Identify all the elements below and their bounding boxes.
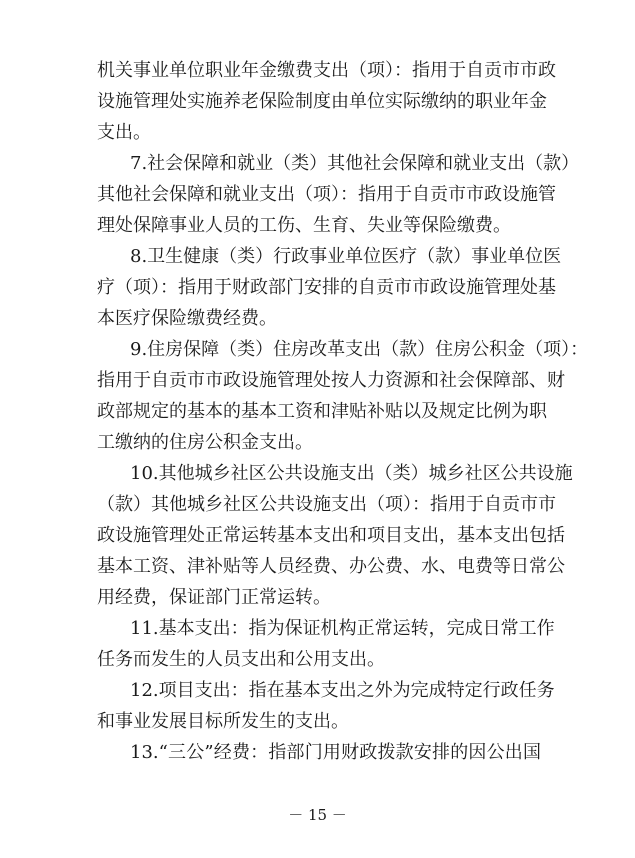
text-line: 9.住房保障（类）住房改革支出（款）住房公积金（项）： [130,339,589,360]
text-line: 疗（项）：指用于财政部门安排的自贡市市政设施管理处基 [97,277,556,298]
text-line: 设施管理处实施养老保险制度由单位实际缴纳的职业年金 [97,91,547,112]
text-line: （款）其他城乡社区公共设施支出（项）：指用于自贡市市 [97,494,556,515]
text-line: 8.卫生健康（类）行政事业单位医疗（款）事业单位医 [130,246,562,267]
text-line: 11.基本支出：指为保证机构正常运转，完成日常工作 [130,618,555,639]
text-line: 工缴纳的住房公积金支出。 [97,432,313,453]
text-line: 指用于自贡市市政设施管理处按人力资源和社会保障部、财 [97,370,565,391]
text-line: 理处保障事业人员的工伤、生育、失业等保险缴费。 [97,215,511,236]
text-line: 10.其他城乡社区公共设施支出（类）城乡社区公共设施 [130,463,573,484]
text-line: 政设施管理处正常运转基本支出和项目支出，基本支出包括 [97,525,565,546]
text-line: 用经费，保证部门正常运转。 [97,587,331,608]
text-line: 和事业发展目标所发生的支出。 [97,711,349,732]
text-line: 政部规定的基本的基本工资和津贴补贴以及规定比例为职 [97,401,547,422]
text-line: 任务而发生的人员支出和公用支出。 [97,649,385,670]
text-line: 本医疗保险缴费经费。 [97,308,277,329]
text-line: 12.项目支出：指在基本支出之外为完成特定行政任务 [130,680,555,701]
text-line: 13.“三公”经费：指部门用财政拨款安排的因公出国 [130,742,541,763]
text-line: 其他社会保障和就业支出（项）：指用于自贡市市政设施管 [97,184,556,205]
text-line: 基本工资、津补贴等人员经费、办公费、水、电费等日常公 [97,556,565,577]
text-line: 机关事业单位职业年金缴费支出（项）：指用于自贡市市政 [97,60,556,81]
page-number: － 15 － [288,806,347,824]
text-line: 7.社会保障和就业（类）其他社会保障和就业支出（款） [130,153,580,174]
text-line: 支出。 [97,122,151,143]
